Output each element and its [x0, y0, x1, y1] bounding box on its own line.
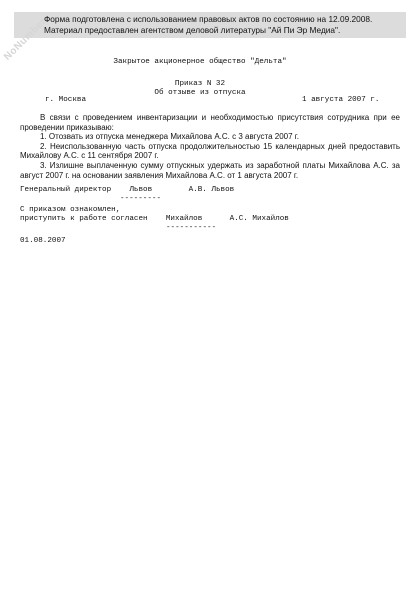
source-notice [14, 12, 406, 38]
acknowledgement-line-2: приступить к работе согласен Михайлов А.С. Михайлов [20, 215, 289, 223]
order-paragraph: В связи с проведением инвентаризации и необходимостью присутствия сотрудника при ее проведении приказываю: [20, 113, 400, 132]
order-paragraph: 1. Отозвать из отпуска менеджера Михайлова А.С. с 3 августа 2007 г. [40, 132, 299, 142]
source-notice-line-1: Форма подготовлена с использованием правовых актов по состоянию на 12.09.2008. [44, 14, 373, 24]
source-notice-line-2: Материал предоставлен агентством деловой литературы "Ай Пи Эр Медиа". [44, 25, 341, 35]
order-date: 1 августа 2007 г. [302, 96, 380, 104]
director-signature-underline: --------- [120, 195, 162, 203]
company-name: Закрытое акционерное общество "Дельта" [113, 58, 287, 66]
employee-signature-underline: ----------- [166, 224, 217, 232]
order-subject: Об отзыве из отпуска [154, 89, 246, 97]
order-body [20, 113, 400, 180]
watermark: NoNumber [2, 16, 49, 63]
order-city: г. Москва [45, 96, 87, 104]
order-paragraph: 2. Неиспользованную часть отпуска продолжительностью 15 календарных дней предоставить Михайлову А.С. с 11 сентября 2007 г. [20, 141, 400, 161]
acknowledgement-line-1: С приказом ознакомлен, [20, 206, 121, 214]
order-paragraph: 3. Излишне выплаченную сумму отпускных удержать из заработной платы Михайлова А.С. за август 2007 г. на основании заявления Михайлова А.С. от 1 августа 2007 г. [20, 160, 400, 180]
acknowledgement-date: 01.08.2007 [20, 237, 66, 245]
order-title: Приказ N 32 [174, 80, 226, 88]
director-signature-line: Генеральный директор Львов А.В. Львов [20, 186, 235, 194]
